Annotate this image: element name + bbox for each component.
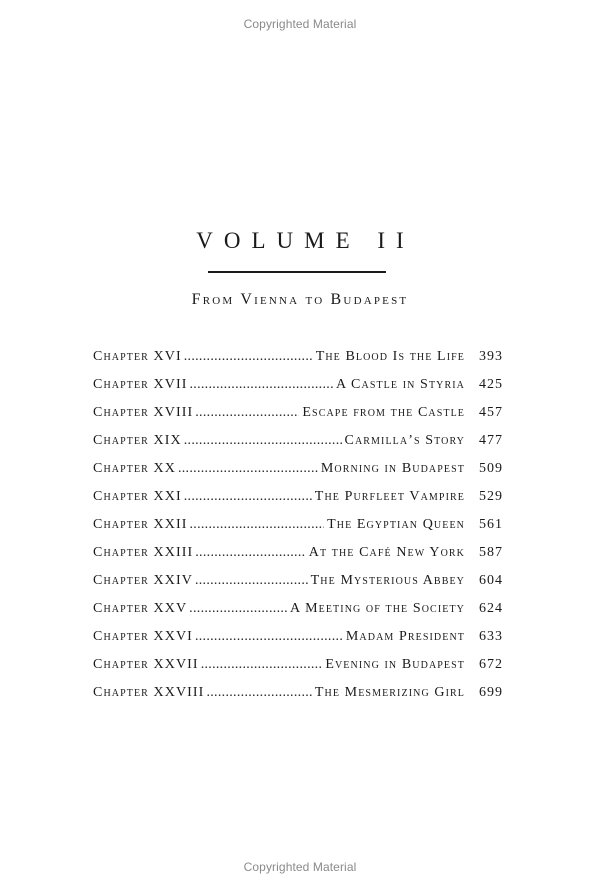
chapter-number: Chapter XXIII	[93, 545, 194, 560]
dot-leader	[178, 455, 318, 483]
chapter-title: At the Café New York	[308, 545, 465, 560]
toc-entry	[93, 399, 503, 427]
chapter-number: Chapter XVIII	[93, 405, 194, 420]
chapter-number: Chapter XXI	[93, 489, 182, 504]
chapter-number: Chapter XX	[93, 461, 176, 476]
dot-leader	[195, 623, 343, 651]
chapter-title: Evening in Budapest	[325, 657, 465, 672]
chapter-title: Carmilla’s Story	[344, 433, 465, 448]
toc-entry	[93, 539, 503, 567]
toc-entry	[93, 343, 503, 371]
chapter-title: The Purfleet Vampire	[314, 489, 465, 504]
chapter-number: Chapter XXVIII	[93, 685, 205, 700]
toc-entry	[93, 651, 503, 679]
page-number: 477	[479, 433, 503, 448]
dot-leader	[201, 651, 323, 679]
page-number: 624	[479, 601, 503, 616]
dot-leader	[189, 371, 333, 399]
dot-leader	[189, 595, 287, 623]
toc-entry	[93, 623, 503, 651]
dot-leader	[195, 567, 308, 595]
chapter-number: Chapter XIX	[93, 433, 182, 448]
toc-entry	[93, 679, 503, 707]
page-number: 509	[479, 461, 503, 476]
chapter-title: A Castle in Styria	[336, 377, 465, 392]
title-divider	[208, 271, 386, 273]
chapter-number: Chapter XXIV	[93, 573, 193, 588]
chapter-number: Chapter XXII	[93, 517, 188, 532]
page-number: 529	[479, 489, 503, 504]
chapter-number: Chapter XVII	[93, 377, 188, 392]
toc-entry	[93, 595, 503, 623]
page-number: 587	[479, 545, 503, 560]
table-of-contents	[93, 343, 503, 707]
dot-leader	[184, 343, 313, 371]
chapter-title: The Mysterious Abbey	[310, 573, 465, 588]
page-number: 672	[479, 657, 503, 672]
chapter-number: Chapter XXVII	[93, 657, 199, 672]
dot-leader	[195, 399, 299, 427]
chapter-number: Chapter XXV	[93, 601, 188, 616]
dot-leader	[184, 483, 312, 511]
toc-entry	[93, 455, 503, 483]
toc-entry	[93, 511, 503, 539]
toc-entry	[93, 483, 503, 511]
dot-leader	[195, 539, 306, 567]
chapter-title: Morning in Budapest	[320, 461, 465, 476]
dot-leader	[189, 511, 324, 539]
chapter-number: Chapter XVI	[93, 349, 182, 364]
chapter-title: The Blood Is the Life	[315, 349, 465, 364]
toc-entry	[93, 567, 503, 595]
page-number: 425	[479, 377, 503, 392]
page-number: 633	[479, 629, 503, 644]
copyright-watermark-top: Copyrighted Material	[243, 17, 357, 31]
volume-subtitle: From Vienna to Budapest	[191, 291, 409, 308]
page-number: 561	[479, 517, 503, 532]
dot-leader	[184, 427, 342, 455]
page-number: 457	[479, 405, 503, 420]
chapter-number: Chapter XXVI	[93, 629, 193, 644]
page-number: 699	[479, 685, 503, 700]
volume-title: VOLUME II	[196, 228, 415, 253]
toc-entry	[93, 427, 503, 455]
page-number: 393	[479, 349, 503, 364]
chapter-title: Escape from the Castle	[302, 405, 465, 420]
dot-leader	[206, 679, 311, 707]
chapter-title: The Egyptian Queen	[327, 517, 465, 532]
chapter-title: Madam President	[345, 629, 465, 644]
toc-entry	[93, 371, 503, 399]
page-number: 604	[479, 573, 503, 588]
chapter-title: The Mesmerizing Girl	[314, 685, 465, 700]
copyright-watermark-bottom: Copyrighted Material	[243, 860, 357, 874]
chapter-title: A Meeting of the Society	[290, 601, 465, 616]
